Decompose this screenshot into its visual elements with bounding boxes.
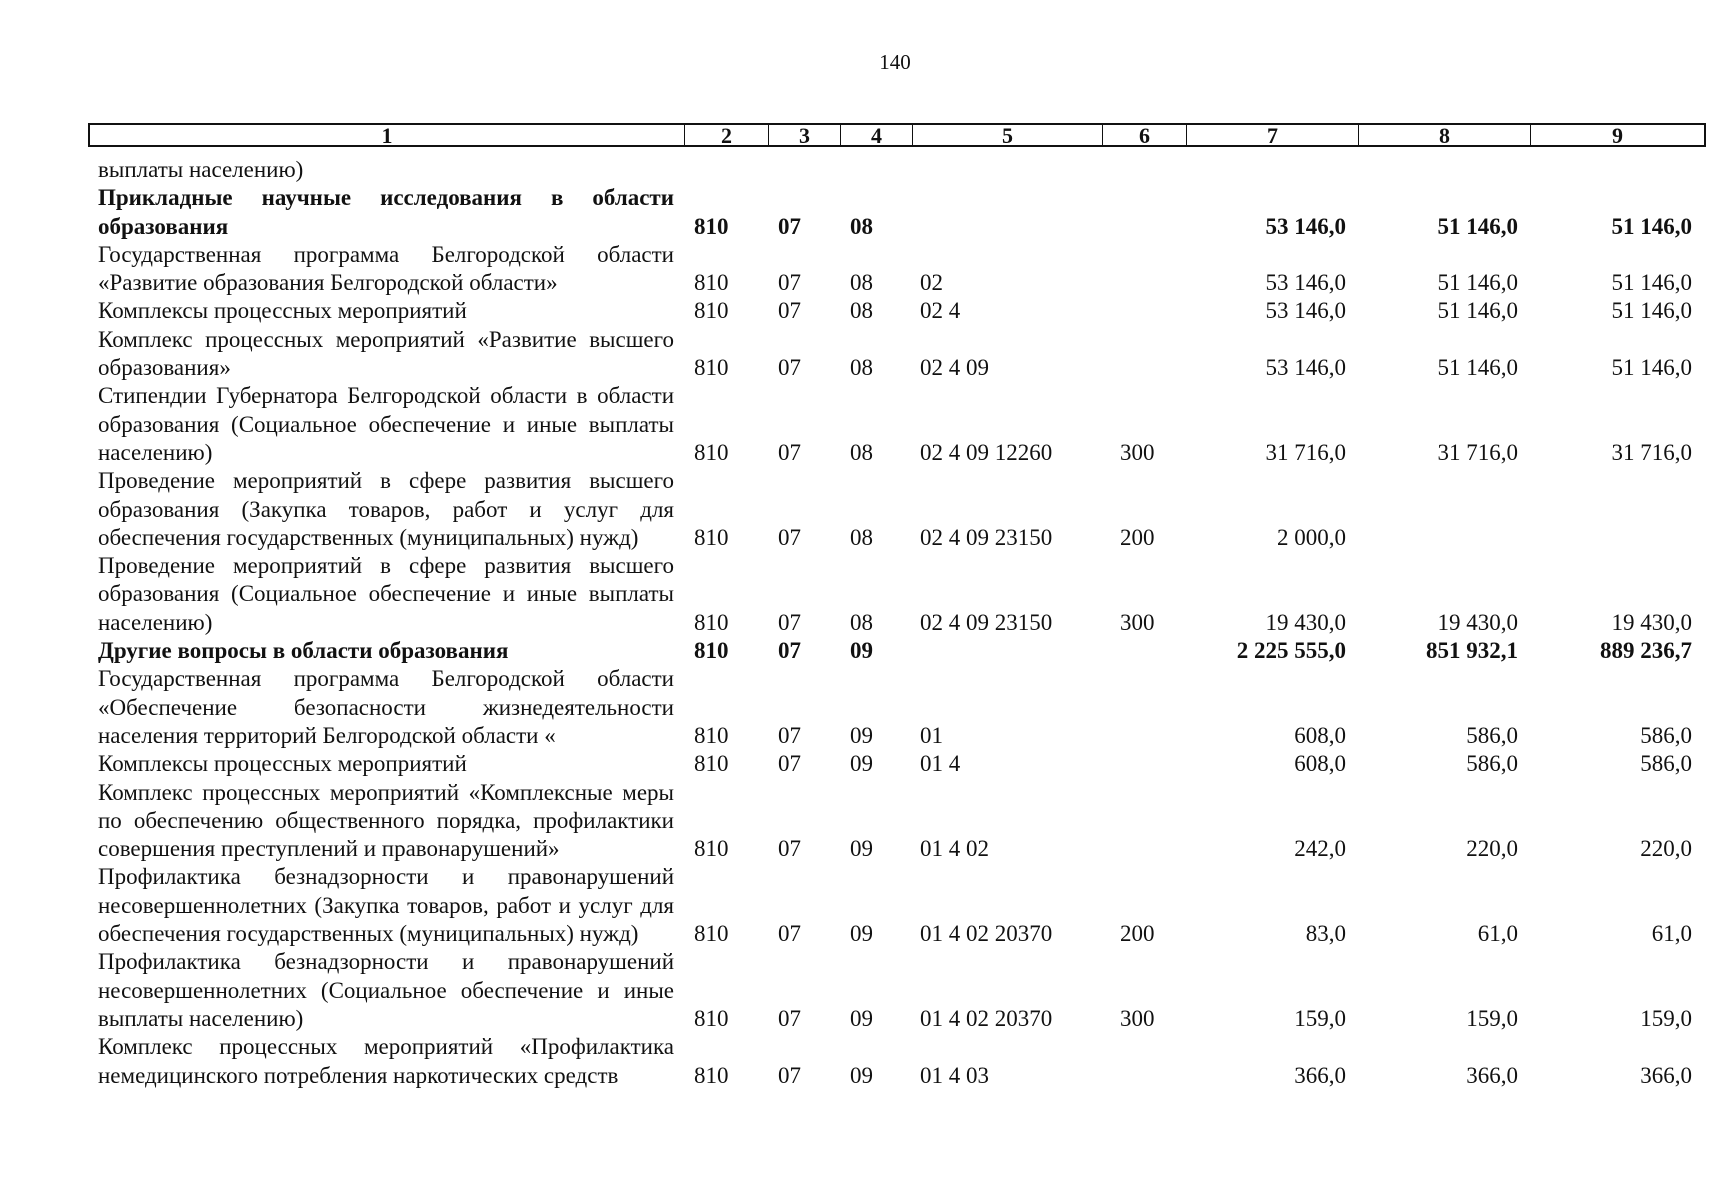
row-expense-type: 300	[1120, 609, 1155, 635]
row-amount-8: 51 146,0	[1437, 298, 1518, 324]
row-amount-8: 586,0	[1466, 722, 1518, 748]
row-section: 07	[778, 439, 801, 465]
row-target-article: 01 4	[920, 751, 961, 777]
row-name: Профилактика безнадзорности и правонарушений несовершеннолетних (Закупка товаров, работ и услуг для обеспечения государственных (муниципальных) нужд)	[98, 864, 674, 947]
row-amount-8: 51 146,0	[1437, 270, 1518, 296]
row-amount-8: 366,0	[1466, 1062, 1518, 1088]
row-expense-type: 200	[1120, 524, 1155, 550]
row-name: Другие вопросы в области образования	[98, 638, 509, 664]
row-admin-code: 810	[694, 609, 729, 635]
row-admin-code: 810	[694, 439, 729, 465]
table-row	[88, 297, 1702, 325]
row-name: Прикладные научные исследования в области образования	[98, 185, 674, 239]
row-amount-8: 586,0	[1466, 751, 1518, 777]
row-name: Профилактика безнадзорности и правонарушений несовершеннолетних (Социальное обеспечение и иные выплаты населению)	[98, 949, 674, 1031]
row-amount-8: 19 430,0	[1437, 609, 1518, 635]
row-target-article: 02 4	[920, 298, 961, 324]
row-amount-9: 220,0	[1640, 836, 1692, 862]
table-row	[88, 382, 1702, 467]
row-admin-code: 810	[694, 298, 729, 324]
row-target-article: 02 4 09 12260	[920, 439, 1053, 465]
row-subsection: 09	[850, 751, 873, 777]
row-name: Комплексы процессных мероприятий	[98, 751, 467, 777]
header-col-4: 4	[840, 125, 912, 145]
row-target-article: 01 4 02	[920, 836, 989, 862]
row-amount-9: 31 716,0	[1611, 439, 1692, 465]
row-amount-8: 851 932,1	[1426, 638, 1518, 664]
row-amount-9: 61,0	[1651, 921, 1692, 947]
row-admin-code: 810	[694, 1005, 729, 1031]
table-header	[88, 123, 1706, 147]
row-section: 07	[778, 836, 801, 862]
row-admin-code: 810	[694, 270, 729, 296]
row-section: 07	[778, 524, 801, 550]
row-admin-code: 810	[694, 524, 729, 550]
row-name: Комплексы процессных мероприятий	[98, 298, 467, 324]
row-amount-7: 2 000,0	[1277, 524, 1346, 550]
row-amount-9: 51 146,0	[1611, 213, 1692, 239]
row-amount-9: 51 146,0	[1611, 355, 1692, 381]
header-col-3: 3	[768, 125, 840, 145]
row-name: Проведение мероприятий в сфере развития высшего образования (Закупка товаров, работ и услуг для обеспечения государственных (муниципальных) нужд)	[98, 468, 674, 550]
header-col-2: 2	[684, 125, 768, 145]
row-section: 07	[778, 609, 801, 635]
header-col-9: 9	[1530, 125, 1704, 145]
row-amount-7: 53 146,0	[1265, 270, 1346, 296]
row-name: Комплекс процессных мероприятий «Комплексные меры по обеспечению общественного порядка, профилактики совершения преступлений и правонарушений»	[98, 779, 674, 862]
row-expense-type: 300	[1120, 439, 1155, 465]
table-row	[88, 326, 1702, 383]
header-col-7: 7	[1186, 125, 1358, 145]
row-subsection: 09	[850, 1062, 873, 1088]
row-amount-7: 31 716,0	[1265, 439, 1346, 465]
row-section: 07	[778, 1005, 801, 1031]
row-amount-9: 51 146,0	[1611, 298, 1692, 324]
row-admin-code: 810	[694, 836, 729, 862]
row-subsection: 09	[850, 1005, 873, 1031]
row-admin-code: 810	[694, 751, 729, 777]
row-admin-code: 810	[694, 921, 729, 947]
row-subsection: 09	[850, 638, 873, 664]
row-amount-7: 53 146,0	[1265, 213, 1346, 239]
header-col-6: 6	[1102, 125, 1186, 145]
table-row	[88, 863, 1702, 948]
table-row	[88, 156, 1702, 184]
row-target-article: 02 4 09	[920, 355, 989, 381]
header-col-5: 5	[912, 125, 1102, 145]
row-subsection: 08	[850, 355, 873, 381]
row-subsection: 08	[850, 213, 873, 239]
table-row	[88, 184, 1702, 241]
row-amount-7: 83,0	[1305, 921, 1346, 947]
table-row	[88, 665, 1702, 750]
row-amount-9: 51 146,0	[1611, 270, 1692, 296]
table-row	[88, 467, 1702, 552]
row-target-article: 02 4 09 23150	[920, 609, 1053, 635]
row-amount-9: 586,0	[1640, 751, 1692, 777]
row-section: 07	[778, 722, 801, 748]
table-body	[88, 156, 1702, 1090]
row-amount-7: 2 225 555,0	[1236, 638, 1346, 664]
row-amount-7: 608,0	[1294, 722, 1346, 748]
row-section: 07	[778, 213, 801, 239]
row-subsection: 08	[850, 439, 873, 465]
row-admin-code: 810	[694, 213, 729, 239]
row-name: Комплекс процессных мероприятий «Развитие высшего образования»	[98, 326, 674, 381]
row-admin-code: 810	[694, 1062, 729, 1088]
row-amount-7: 53 146,0	[1265, 355, 1346, 381]
row-subsection: 09	[850, 722, 873, 748]
table-row	[88, 1033, 1702, 1090]
row-amount-8: 51 146,0	[1437, 355, 1518, 381]
row-name: Стипендии Губернатора Белгородской области в области образования (Социальное обеспечение и иные выплаты населению)	[98, 383, 674, 465]
table-row	[88, 750, 1702, 778]
row-amount-7: 242,0	[1294, 836, 1346, 862]
row-subsection: 08	[850, 524, 873, 550]
table-row	[88, 948, 1702, 1033]
row-amount-8: 31 716,0	[1437, 439, 1518, 465]
row-subsection: 09	[850, 921, 873, 947]
row-amount-7: 53 146,0	[1265, 298, 1346, 324]
row-section: 07	[778, 921, 801, 947]
page-number: 140	[879, 50, 911, 74]
row-amount-9: 889 236,7	[1600, 638, 1692, 664]
table-row	[88, 779, 1702, 864]
row-amount-8: 51 146,0	[1437, 213, 1518, 239]
header-col-8: 8	[1358, 125, 1530, 145]
header-col-1: 1	[381, 123, 393, 148]
row-name: Комплекс процессных мероприятий «Профилактика немедицинского потребления наркотических средств	[98, 1034, 674, 1088]
row-target-article: 02	[920, 270, 943, 296]
row-target-article: 02 4 09 23150	[920, 524, 1053, 550]
row-amount-9: 159,0	[1640, 1005, 1692, 1031]
row-subsection: 09	[850, 836, 873, 862]
row-amount-7: 366,0	[1294, 1062, 1346, 1088]
row-section: 07	[778, 638, 801, 664]
row-admin-code: 810	[694, 638, 729, 664]
row-admin-code: 810	[694, 355, 729, 381]
row-admin-code: 810	[694, 722, 729, 748]
row-amount-7: 608,0	[1294, 751, 1346, 777]
table-row	[88, 241, 1702, 298]
row-amount-8: 61,0	[1477, 921, 1518, 947]
table-row	[88, 637, 1702, 665]
table-row	[88, 552, 1702, 637]
row-name: Государственная программа Белгородской области «Развитие образования Белгородской области»	[98, 241, 674, 296]
row-subsection: 08	[850, 270, 873, 296]
row-subsection: 08	[850, 298, 873, 324]
row-section: 07	[778, 355, 801, 381]
row-amount-9: 366,0	[1640, 1062, 1692, 1088]
row-expense-type: 200	[1120, 921, 1155, 947]
row-amount-7: 19 430,0	[1265, 609, 1346, 635]
row-name: Проведение мероприятий в сфере развития высшего образования (Социальное обеспечение и иные выплаты населению)	[98, 553, 674, 635]
row-section: 07	[778, 270, 801, 296]
row-name: Государственная программа Белгородской области «Обеспечение безопасности жизнедеятельности населения территорий Белгородской области «	[98, 666, 674, 748]
row-amount-9: 19 430,0	[1611, 609, 1692, 635]
row-amount-9: 586,0	[1640, 722, 1692, 748]
row-expense-type: 300	[1120, 1005, 1155, 1031]
row-amount-8: 220,0	[1466, 836, 1518, 862]
row-section: 07	[778, 298, 801, 324]
row-section: 07	[778, 1062, 801, 1088]
row-target-article: 01 4 03	[920, 1062, 989, 1088]
row-amount-7: 159,0	[1294, 1005, 1346, 1031]
row-target-article: 01	[920, 722, 943, 748]
row-target-article: 01 4 02 20370	[920, 1005, 1053, 1031]
row-target-article: 01 4 02 20370	[920, 921, 1053, 947]
row-subsection: 08	[850, 609, 873, 635]
row-name: выплаты населению)	[98, 157, 304, 182]
row-section: 07	[778, 751, 801, 777]
row-amount-8: 159,0	[1466, 1005, 1518, 1031]
